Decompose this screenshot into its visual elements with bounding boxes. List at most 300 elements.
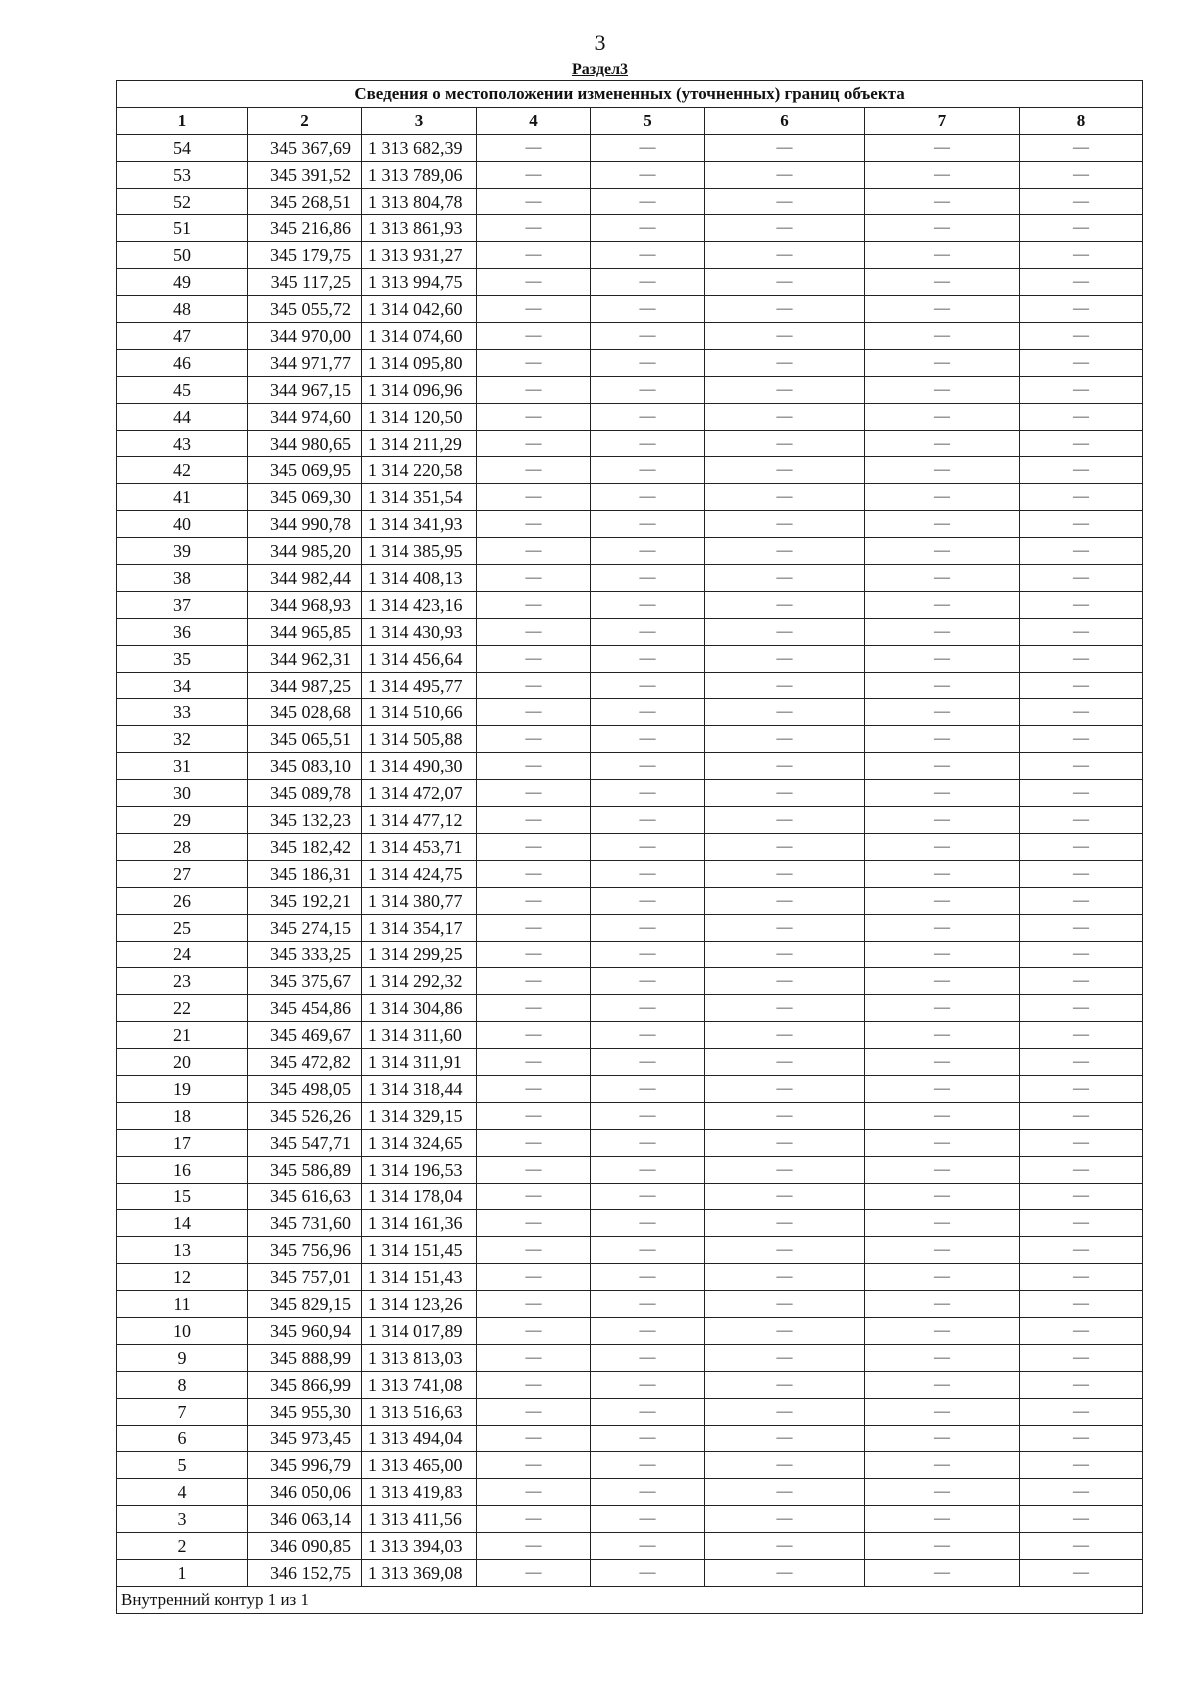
empty-value: — xyxy=(477,833,591,860)
boundary-coordinates-table xyxy=(116,80,1143,1614)
empty-value: — xyxy=(865,565,1020,592)
empty-value: — xyxy=(477,995,591,1022)
empty-value: — xyxy=(865,914,1020,941)
table-row xyxy=(117,807,1143,834)
empty-value: — xyxy=(477,807,591,834)
coordinate-x: 344 987,25 xyxy=(248,672,362,699)
coordinate-x: 345 756,96 xyxy=(248,1237,362,1264)
empty-value: — xyxy=(705,1237,865,1264)
empty-value: — xyxy=(477,1506,591,1533)
table-row xyxy=(117,753,1143,780)
coordinate-x: 344 968,93 xyxy=(248,591,362,618)
empty-value: — xyxy=(1020,1425,1143,1452)
empty-value: — xyxy=(865,1559,1020,1586)
empty-value: — xyxy=(591,1506,705,1533)
empty-value: — xyxy=(591,161,705,188)
empty-value: — xyxy=(865,753,1020,780)
empty-value: — xyxy=(705,215,865,242)
coordinate-y: 1 313 369,08 xyxy=(362,1559,477,1586)
empty-value: — xyxy=(591,672,705,699)
empty-value: — xyxy=(705,484,865,511)
coordinate-x: 345 955,30 xyxy=(248,1398,362,1425)
empty-value: — xyxy=(477,941,591,968)
table-row xyxy=(117,914,1143,941)
empty-value: — xyxy=(865,1506,1020,1533)
empty-value: — xyxy=(705,1479,865,1506)
empty-value: — xyxy=(1020,1398,1143,1425)
empty-value: — xyxy=(591,1237,705,1264)
empty-value: — xyxy=(705,1559,865,1586)
coordinate-x: 345 069,95 xyxy=(248,457,362,484)
point-number: 42 xyxy=(117,457,248,484)
point-number: 33 xyxy=(117,699,248,726)
empty-value: — xyxy=(1020,672,1143,699)
empty-value: — xyxy=(591,1022,705,1049)
empty-value: — xyxy=(705,161,865,188)
table-row xyxy=(117,1156,1143,1183)
table-row xyxy=(117,242,1143,269)
empty-value: — xyxy=(705,887,865,914)
point-number: 13 xyxy=(117,1237,248,1264)
empty-value: — xyxy=(705,780,865,807)
point-number: 49 xyxy=(117,269,248,296)
table-row xyxy=(117,134,1143,161)
empty-value: — xyxy=(865,1344,1020,1371)
point-number: 20 xyxy=(117,1049,248,1076)
empty-value: — xyxy=(477,1371,591,1398)
empty-value: — xyxy=(477,457,591,484)
point-number: 18 xyxy=(117,1102,248,1129)
empty-value: — xyxy=(705,1129,865,1156)
point-number: 16 xyxy=(117,1156,248,1183)
empty-value: — xyxy=(865,376,1020,403)
empty-value: — xyxy=(705,1533,865,1560)
coordinate-y: 1 313 419,83 xyxy=(362,1479,477,1506)
empty-value: — xyxy=(591,914,705,941)
empty-value: — xyxy=(591,1156,705,1183)
coordinate-x: 345 028,68 xyxy=(248,699,362,726)
empty-value: — xyxy=(705,430,865,457)
empty-value: — xyxy=(865,511,1020,538)
coordinate-y: 1 314 477,12 xyxy=(362,807,477,834)
coordinate-x: 345 547,71 xyxy=(248,1129,362,1156)
coordinate-x: 344 962,31 xyxy=(248,645,362,672)
empty-value: — xyxy=(477,1479,591,1506)
empty-value: — xyxy=(865,1479,1020,1506)
coordinate-x: 345 586,89 xyxy=(248,1156,362,1183)
coordinate-x: 346 152,75 xyxy=(248,1559,362,1586)
empty-value: — xyxy=(865,134,1020,161)
empty-value: — xyxy=(705,1344,865,1371)
coordinate-x: 344 985,20 xyxy=(248,538,362,565)
empty-value: — xyxy=(1020,1264,1143,1291)
empty-value: — xyxy=(591,1398,705,1425)
table-row xyxy=(117,887,1143,914)
empty-value: — xyxy=(1020,484,1143,511)
empty-value: — xyxy=(865,403,1020,430)
point-number: 38 xyxy=(117,565,248,592)
table-row xyxy=(117,618,1143,645)
table-row xyxy=(117,430,1143,457)
empty-value: — xyxy=(1020,618,1143,645)
coordinate-x: 345 132,23 xyxy=(248,807,362,834)
empty-value: — xyxy=(1020,726,1143,753)
empty-value: — xyxy=(1020,1237,1143,1264)
empty-value: — xyxy=(591,645,705,672)
table-row xyxy=(117,215,1143,242)
empty-value: — xyxy=(705,538,865,565)
point-number: 10 xyxy=(117,1317,248,1344)
empty-value: — xyxy=(705,860,865,887)
coordinate-x: 344 980,65 xyxy=(248,430,362,457)
empty-value: — xyxy=(591,1102,705,1129)
point-number: 1 xyxy=(117,1559,248,1586)
empty-value: — xyxy=(591,1452,705,1479)
empty-value: — xyxy=(591,565,705,592)
point-number: 27 xyxy=(117,860,248,887)
empty-value: — xyxy=(477,1559,591,1586)
empty-value: — xyxy=(477,618,591,645)
coordinate-x: 345 083,10 xyxy=(248,753,362,780)
table-row xyxy=(117,1210,1143,1237)
point-number: 45 xyxy=(117,376,248,403)
table-row xyxy=(117,591,1143,618)
empty-value: — xyxy=(591,807,705,834)
table-row xyxy=(117,860,1143,887)
table-row xyxy=(117,403,1143,430)
empty-value: — xyxy=(705,1156,865,1183)
empty-value: — xyxy=(705,1264,865,1291)
point-number: 54 xyxy=(117,134,248,161)
table-row xyxy=(117,1022,1143,1049)
contour-note: Внутренний контур 1 из 1 xyxy=(117,1586,1143,1613)
coordinate-x: 344 965,85 xyxy=(248,618,362,645)
empty-value: — xyxy=(1020,860,1143,887)
empty-value: — xyxy=(705,807,865,834)
point-number: 8 xyxy=(117,1371,248,1398)
column-header: 7 xyxy=(865,107,1020,134)
empty-value: — xyxy=(591,269,705,296)
empty-value: — xyxy=(591,618,705,645)
empty-value: — xyxy=(591,457,705,484)
empty-value: — xyxy=(1020,134,1143,161)
coordinate-y: 1 314 456,64 xyxy=(362,645,477,672)
point-number: 51 xyxy=(117,215,248,242)
empty-value: — xyxy=(591,780,705,807)
coordinate-y: 1 314 299,25 xyxy=(362,941,477,968)
coordinate-y: 1 314 074,60 xyxy=(362,323,477,350)
empty-value: — xyxy=(1020,323,1143,350)
empty-value: — xyxy=(705,403,865,430)
empty-value: — xyxy=(591,1425,705,1452)
empty-value: — xyxy=(865,726,1020,753)
table-title: Сведения о местоположении измененных (уточненных) границ объекта xyxy=(117,81,1143,108)
empty-value: — xyxy=(865,323,1020,350)
empty-value: — xyxy=(865,1317,1020,1344)
empty-value: — xyxy=(477,1291,591,1318)
coordinate-x: 345 731,60 xyxy=(248,1210,362,1237)
coordinate-y: 1 314 505,88 xyxy=(362,726,477,753)
empty-value: — xyxy=(705,1022,865,1049)
empty-value: — xyxy=(705,672,865,699)
empty-value: — xyxy=(477,726,591,753)
empty-value: — xyxy=(477,1129,591,1156)
coordinate-y: 1 314 095,80 xyxy=(362,349,477,376)
empty-value: — xyxy=(591,511,705,538)
empty-value: — xyxy=(865,618,1020,645)
empty-value: — xyxy=(1020,914,1143,941)
coordinate-x: 345 757,01 xyxy=(248,1264,362,1291)
empty-value: — xyxy=(705,323,865,350)
point-number: 30 xyxy=(117,780,248,807)
empty-value: — xyxy=(865,296,1020,323)
empty-value: — xyxy=(591,1371,705,1398)
empty-value: — xyxy=(591,1533,705,1560)
empty-value: — xyxy=(591,1291,705,1318)
table-row xyxy=(117,1559,1143,1586)
empty-value: — xyxy=(705,753,865,780)
point-number: 14 xyxy=(117,1210,248,1237)
empty-value: — xyxy=(1020,833,1143,860)
empty-value: — xyxy=(1020,1022,1143,1049)
point-number: 52 xyxy=(117,188,248,215)
table-row xyxy=(117,323,1143,350)
coordinate-y: 1 313 394,03 xyxy=(362,1533,477,1560)
table-row xyxy=(117,780,1143,807)
empty-value: — xyxy=(865,941,1020,968)
empty-value: — xyxy=(477,538,591,565)
empty-value: — xyxy=(865,1398,1020,1425)
coordinate-x: 346 090,85 xyxy=(248,1533,362,1560)
empty-value: — xyxy=(591,726,705,753)
table-row xyxy=(117,349,1143,376)
table-row xyxy=(117,511,1143,538)
table-row xyxy=(117,645,1143,672)
table-row xyxy=(117,1425,1143,1452)
empty-value: — xyxy=(477,1022,591,1049)
table-row xyxy=(117,672,1143,699)
empty-value: — xyxy=(705,457,865,484)
table-row xyxy=(117,1371,1143,1398)
empty-value: — xyxy=(591,134,705,161)
point-number: 12 xyxy=(117,1264,248,1291)
table-row xyxy=(117,968,1143,995)
empty-value: — xyxy=(705,591,865,618)
coordinate-y: 1 314 495,77 xyxy=(362,672,477,699)
table-row xyxy=(117,1237,1143,1264)
empty-value: — xyxy=(477,296,591,323)
coordinate-y: 1 314 123,26 xyxy=(362,1291,477,1318)
empty-value: — xyxy=(477,1075,591,1102)
empty-value: — xyxy=(591,968,705,995)
empty-value: — xyxy=(477,134,591,161)
empty-value: — xyxy=(705,188,865,215)
empty-value: — xyxy=(865,591,1020,618)
point-number: 15 xyxy=(117,1183,248,1210)
empty-value: — xyxy=(1020,511,1143,538)
empty-value: — xyxy=(1020,645,1143,672)
empty-value: — xyxy=(477,1049,591,1076)
empty-value: — xyxy=(1020,1129,1143,1156)
empty-value: — xyxy=(1020,1210,1143,1237)
table-row xyxy=(117,376,1143,403)
coordinate-y: 1 314 490,30 xyxy=(362,753,477,780)
coordinate-y: 1 314 017,89 xyxy=(362,1317,477,1344)
table-row xyxy=(117,1506,1143,1533)
empty-value: — xyxy=(705,296,865,323)
coordinate-x: 345 375,67 xyxy=(248,968,362,995)
table-row xyxy=(117,1533,1143,1560)
empty-value: — xyxy=(865,1425,1020,1452)
point-number: 46 xyxy=(117,349,248,376)
point-number: 37 xyxy=(117,591,248,618)
empty-value: — xyxy=(591,941,705,968)
table-row xyxy=(117,1049,1143,1076)
coordinate-y: 1 314 324,65 xyxy=(362,1129,477,1156)
empty-value: — xyxy=(1020,1156,1143,1183)
empty-value: — xyxy=(705,376,865,403)
empty-value: — xyxy=(865,1533,1020,1560)
empty-value: — xyxy=(865,968,1020,995)
coordinate-y: 1 313 465,00 xyxy=(362,1452,477,1479)
table-row xyxy=(117,1291,1143,1318)
column-header: 4 xyxy=(477,107,591,134)
coordinate-y: 1 314 385,95 xyxy=(362,538,477,565)
empty-value: — xyxy=(1020,430,1143,457)
empty-value: — xyxy=(477,860,591,887)
point-number: 34 xyxy=(117,672,248,699)
empty-value: — xyxy=(591,1559,705,1586)
empty-value: — xyxy=(705,618,865,645)
coordinate-x: 345 186,31 xyxy=(248,860,362,887)
table-row xyxy=(117,699,1143,726)
empty-value: — xyxy=(865,1183,1020,1210)
empty-value: — xyxy=(591,349,705,376)
coordinate-x: 345 616,63 xyxy=(248,1183,362,1210)
empty-value: — xyxy=(477,376,591,403)
coordinate-x: 345 055,72 xyxy=(248,296,362,323)
empty-value: — xyxy=(477,1452,591,1479)
empty-value: — xyxy=(705,565,865,592)
table-row xyxy=(117,1183,1143,1210)
empty-value: — xyxy=(865,538,1020,565)
column-header: 1 xyxy=(117,107,248,134)
coordinate-x: 344 982,44 xyxy=(248,565,362,592)
coordinate-y: 1 314 430,93 xyxy=(362,618,477,645)
empty-value: — xyxy=(865,161,1020,188)
empty-value: — xyxy=(865,349,1020,376)
empty-value: — xyxy=(1020,1291,1143,1318)
coordinate-y: 1 314 211,29 xyxy=(362,430,477,457)
table-row xyxy=(117,161,1143,188)
coordinate-y: 1 314 304,86 xyxy=(362,995,477,1022)
point-number: 11 xyxy=(117,1291,248,1318)
empty-value: — xyxy=(1020,1371,1143,1398)
empty-value: — xyxy=(865,242,1020,269)
empty-value: — xyxy=(477,161,591,188)
empty-value: — xyxy=(705,1506,865,1533)
empty-value: — xyxy=(705,726,865,753)
empty-value: — xyxy=(865,780,1020,807)
empty-value: — xyxy=(865,484,1020,511)
empty-value: — xyxy=(1020,1344,1143,1371)
empty-value: — xyxy=(477,887,591,914)
coordinate-y: 1 314 120,50 xyxy=(362,403,477,430)
table-row xyxy=(117,1129,1143,1156)
coordinate-y: 1 314 220,58 xyxy=(362,457,477,484)
coordinate-y: 1 314 380,77 xyxy=(362,887,477,914)
empty-value: — xyxy=(865,1452,1020,1479)
point-number: 17 xyxy=(117,1129,248,1156)
coordinate-x: 345 192,21 xyxy=(248,887,362,914)
coordinate-y: 1 313 741,08 xyxy=(362,1371,477,1398)
empty-value: — xyxy=(705,1102,865,1129)
point-number: 40 xyxy=(117,511,248,538)
empty-value: — xyxy=(477,242,591,269)
empty-value: — xyxy=(1020,699,1143,726)
empty-value: — xyxy=(705,1183,865,1210)
point-number: 43 xyxy=(117,430,248,457)
column-header: 8 xyxy=(1020,107,1143,134)
empty-value: — xyxy=(477,968,591,995)
empty-value: — xyxy=(865,1049,1020,1076)
empty-value: — xyxy=(477,1317,591,1344)
empty-value: — xyxy=(477,914,591,941)
empty-value: — xyxy=(865,457,1020,484)
table-row xyxy=(117,995,1143,1022)
empty-value: — xyxy=(591,403,705,430)
empty-value: — xyxy=(591,1183,705,1210)
empty-value: — xyxy=(705,1371,865,1398)
coordinate-y: 1 313 494,04 xyxy=(362,1425,477,1452)
empty-value: — xyxy=(705,349,865,376)
empty-value: — xyxy=(865,860,1020,887)
empty-value: — xyxy=(865,215,1020,242)
empty-value: — xyxy=(1020,1049,1143,1076)
empty-value: — xyxy=(1020,1479,1143,1506)
empty-value: — xyxy=(591,296,705,323)
table-row xyxy=(117,1264,1143,1291)
empty-value: — xyxy=(865,1264,1020,1291)
empty-value: — xyxy=(705,1317,865,1344)
coordinate-x: 346 050,06 xyxy=(248,1479,362,1506)
empty-value: — xyxy=(1020,753,1143,780)
empty-value: — xyxy=(591,1479,705,1506)
point-number: 24 xyxy=(117,941,248,968)
empty-value: — xyxy=(1020,403,1143,430)
empty-value: — xyxy=(1020,968,1143,995)
coordinate-y: 1 313 411,56 xyxy=(362,1506,477,1533)
empty-value: — xyxy=(705,511,865,538)
point-number: 53 xyxy=(117,161,248,188)
point-number: 2 xyxy=(117,1533,248,1560)
coordinate-y: 1 314 096,96 xyxy=(362,376,477,403)
empty-value: — xyxy=(477,699,591,726)
coordinate-y: 1 314 042,60 xyxy=(362,296,477,323)
coordinate-x: 344 970,00 xyxy=(248,323,362,350)
table-row xyxy=(117,833,1143,860)
coordinate-y: 1 313 804,78 xyxy=(362,188,477,215)
empty-value: — xyxy=(477,1102,591,1129)
coordinate-y: 1 314 424,75 xyxy=(362,860,477,887)
table-row xyxy=(117,296,1143,323)
point-number: 26 xyxy=(117,887,248,914)
empty-value: — xyxy=(705,1398,865,1425)
empty-value: — xyxy=(477,1425,591,1452)
empty-value: — xyxy=(477,1264,591,1291)
table-row xyxy=(117,269,1143,296)
coordinate-y: 1 314 311,91 xyxy=(362,1049,477,1076)
